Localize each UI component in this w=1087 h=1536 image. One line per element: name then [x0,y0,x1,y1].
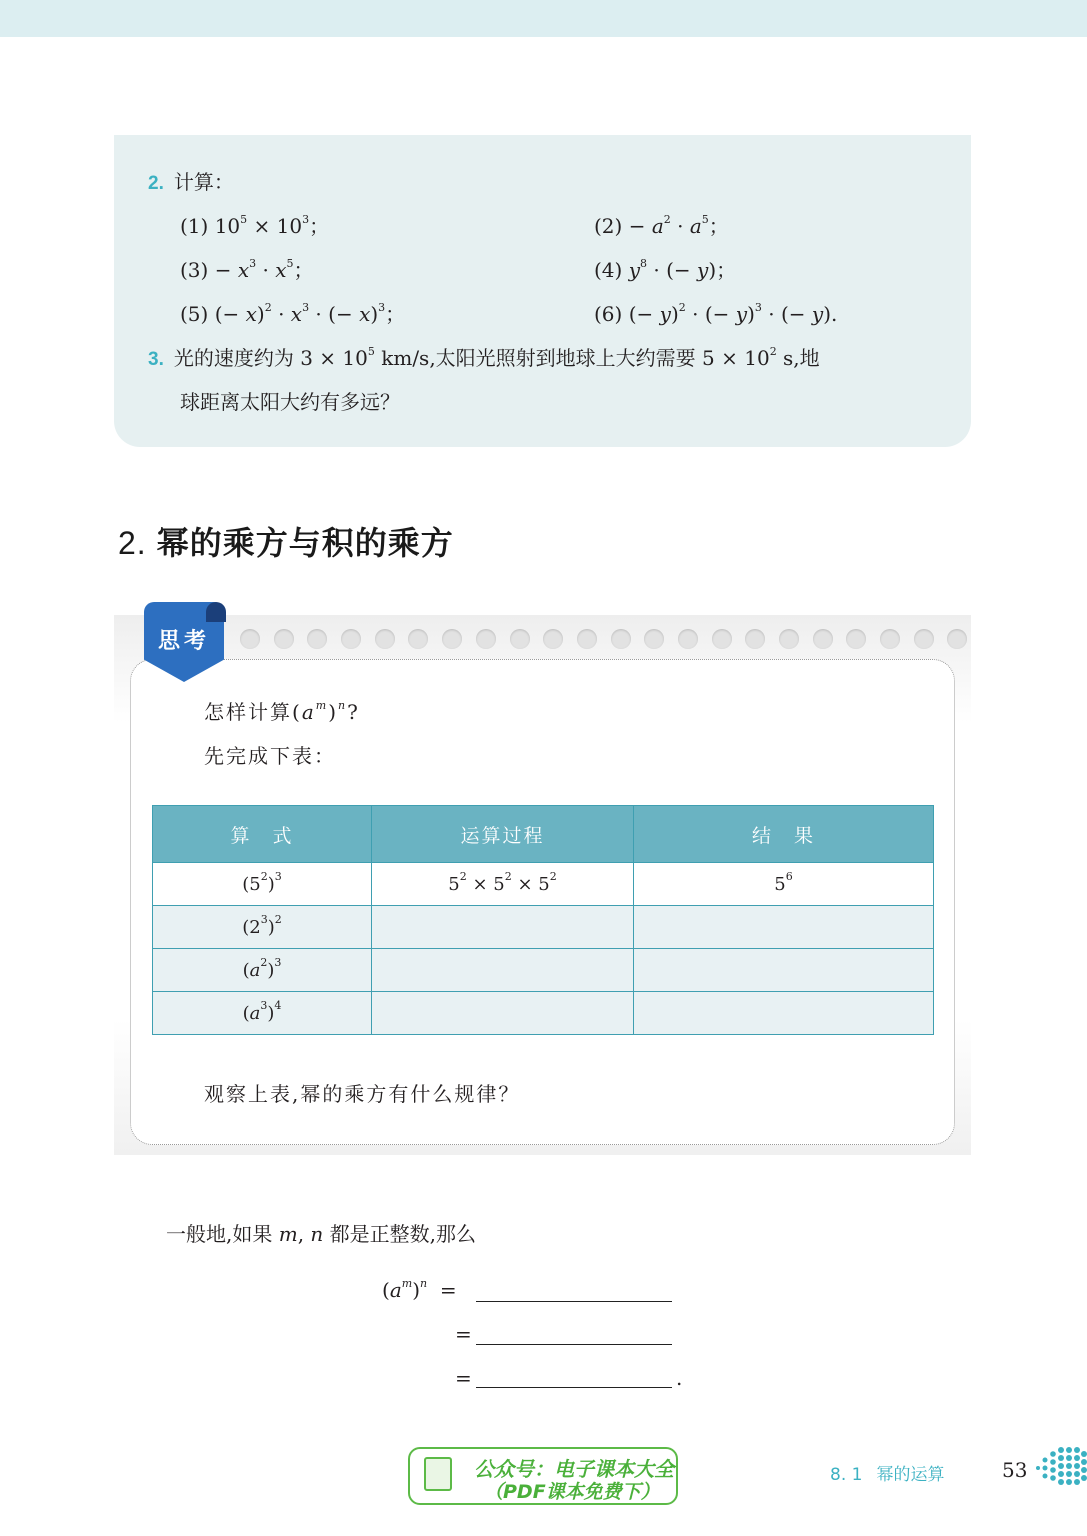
table-row: $(5^2)^3$ $5^2 \times 5^2 \times 5^2$ $5^6$ [153,863,934,906]
exercise-2-title: 2. 计算： [148,170,234,194]
book-icon [424,1457,452,1491]
blank-cell[interactable] [634,906,934,949]
answer-blank-1[interactable] [476,1301,672,1302]
formula-lhs: $(a^m)^n$ = [382,1277,457,1302]
formula-end: . [676,1366,683,1390]
think-label: 思考 [157,629,210,654]
formula-intro: 一般地,如果 m, n 都是正整数,那么 [166,1222,477,1246]
exercise-2-3: $(3) - x^3 \cdot x^5$； [180,257,314,282]
blank-cell[interactable] [372,949,634,992]
exercise-2-4: (4) $y^8$ · (− y)； [594,257,737,282]
exercise-2-1: (1) $10^5 \times 10^3$； [180,213,330,238]
page-number: 53 [1002,1458,1028,1482]
exercise-3-line2: 球距离太阳大约有多远？ [180,390,400,414]
think-question: 怎样计算$(a^m)^n$? [204,699,360,724]
exercise-2-5: (5) (− $x)^2 \cdot x^3$ · (− x)$^3$； [180,301,406,326]
table-header: 结 果 [634,806,934,863]
table-row: $(a^3)^4$ [153,992,934,1035]
think-instruction: 先完成下表： [204,744,336,768]
formula-eq-2: = [455,1322,472,1346]
table-row: $(a^2)^3$ [153,949,934,992]
dots-decoration-icon [1034,1447,1087,1489]
blank-cell[interactable] [634,949,934,992]
exercise-2-2: $(2) - a^2 \cdot a^5$； [594,213,729,238]
top-band [0,0,1087,37]
binder-holes [240,629,967,649]
blank-cell[interactable] [372,906,634,949]
footer-section: 8. 1 幂的运算 [830,1465,945,1485]
answer-blank-3[interactable] [476,1387,672,1388]
table-header: 运算过程 [372,806,634,863]
blank-cell[interactable] [372,992,634,1035]
formula-eq-3: = [455,1366,472,1390]
wechat-badge[interactable]: 公众号：电子课本大全 （PDF课本免费下） [408,1447,678,1505]
answer-blank-2[interactable] [476,1344,672,1345]
think-tab [144,602,224,682]
think-observe: 观察上表,幂的乘方有什么规律？ [204,1082,521,1106]
exercise-2-6: (6) (− y)$^2$ · (− y)$^3$ · (− y). [594,301,838,326]
section-title: 2. 幂的乘方与积的乘方 [118,525,454,561]
exercise-number: 2. [148,173,164,194]
table-header: 算 式 [153,806,372,863]
exercise-3-line1: 3. 光的速度约为 $3 \times 10^5$ km/s,太阳光照射到地球上大约需要 $5 \times 10^2$ s,地 [148,345,820,370]
power-table [152,805,934,1035]
table-row: $(2^3)^2$ [153,906,934,949]
blank-cell[interactable] [634,992,934,1035]
exercise-number: 3. [148,349,164,370]
